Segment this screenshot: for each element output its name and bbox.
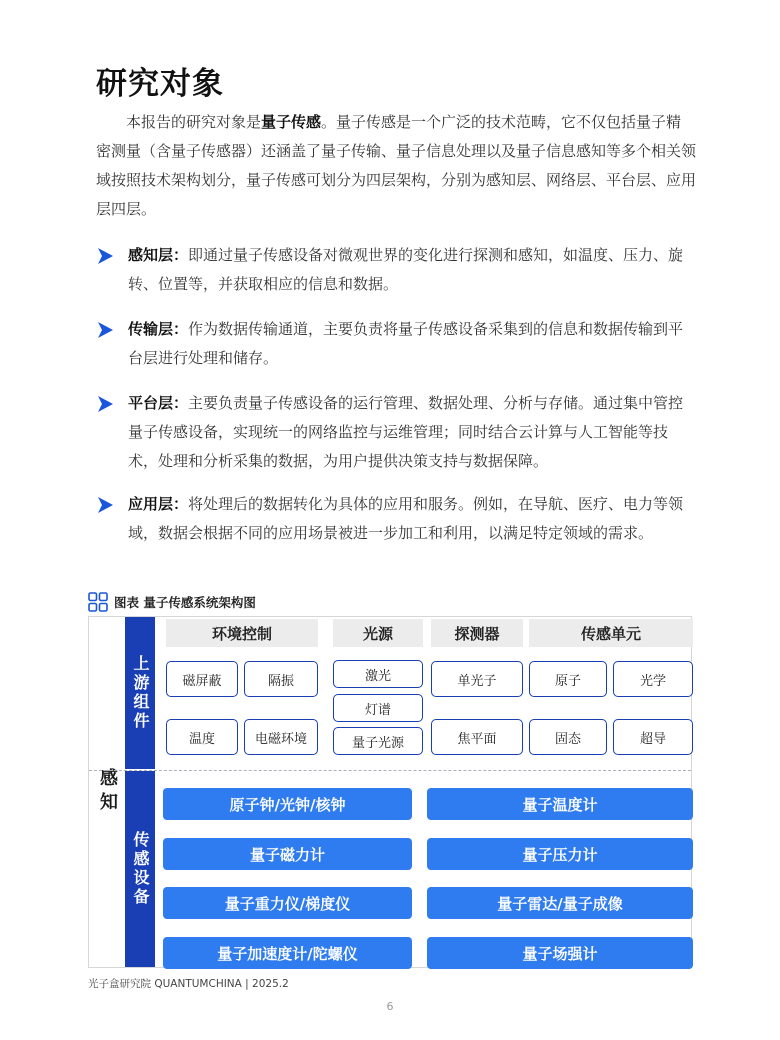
component-box: 单光子 bbox=[431, 661, 523, 697]
component-box: 原子 bbox=[529, 661, 607, 697]
bullet-transmission-layer bbox=[96, 315, 696, 373]
devices-band bbox=[125, 771, 155, 967]
chevron-arrow-icon bbox=[96, 395, 114, 413]
component-box: 量子光源 bbox=[333, 727, 423, 755]
intro-text: 本报告的研究对象是 bbox=[126, 113, 262, 131]
component-box: 温度 bbox=[166, 719, 238, 755]
device-bar: 量子场强计 bbox=[427, 937, 693, 969]
component-box: 灯谱 bbox=[333, 694, 423, 722]
bullet-platform-layer bbox=[96, 389, 696, 476]
bullet-application-layer bbox=[96, 490, 696, 548]
component-box: 隔振 bbox=[244, 661, 318, 697]
component-box: 焦平面 bbox=[431, 719, 523, 755]
intro-text-rest: 。量子传感是一个广泛的技术范畴，它不仅包括量子精密测量（含量子传感器）还涵盖了量子传输、量子信息处理以及量子信息感知等多个相关领域按照技术架构划分，量子传感可划分为四层架构，分别为感知层、网络层、平台层、应用层四层。 bbox=[96, 113, 697, 218]
upstream-label: 上游组件 bbox=[131, 655, 150, 731]
bullet-text: 主要负责量子传感设备的运行管理、数据处理、分析与存储。通过集中管控量子传感设备，实现统一的网络监控与运维管理；同时结合云计算与人工智能等技术，处理和分析采集的数据，为用户提供决策支持与数据保障。 bbox=[128, 394, 684, 470]
layer-label bbox=[89, 617, 125, 967]
chevron-arrow-icon bbox=[96, 247, 114, 265]
component-box: 电磁环境 bbox=[244, 719, 318, 755]
column-header: 传感单元 bbox=[529, 619, 693, 647]
component-box: 磁屏蔽 bbox=[166, 661, 238, 697]
bullet-text: 作为数据传输通道，主要负责将量子传感设备采集到的信息和数据传输到平台层进行处理和储存。 bbox=[128, 320, 684, 367]
device-bar: 量子雷达/量子成像 bbox=[427, 887, 693, 919]
chevron-arrow-icon bbox=[96, 321, 114, 339]
layer-divider bbox=[89, 770, 691, 771]
figure-caption bbox=[88, 591, 256, 613]
device-bar: 量子压力计 bbox=[427, 838, 693, 870]
intro-highlight: 量子传感 bbox=[261, 113, 322, 131]
layer-label-text: 感知 bbox=[97, 768, 118, 816]
device-bar: 量子磁力计 bbox=[163, 838, 412, 870]
bullet-term: 传输层： bbox=[128, 320, 189, 338]
component-box: 光学 bbox=[613, 661, 693, 697]
upstream-band bbox=[125, 617, 155, 769]
section-title: 研究对象 bbox=[96, 66, 224, 102]
column-header: 探测器 bbox=[431, 619, 523, 647]
figure-source: 光子盒研究院 QUANTUMCHINA | 2025.2 bbox=[88, 978, 289, 990]
component-box: 激光 bbox=[333, 660, 423, 688]
device-bar: 量子加速度计/陀螺仪 bbox=[163, 937, 412, 969]
devices-label: 传感设备 bbox=[131, 831, 150, 907]
figure-caption-text: 图表 量子传感系统架构图 bbox=[114, 595, 256, 610]
bullet-term: 应用层： bbox=[128, 495, 189, 513]
intro-paragraph bbox=[96, 108, 696, 224]
chevron-arrow-icon bbox=[96, 496, 114, 514]
column-header: 光源 bbox=[333, 619, 423, 647]
component-box: 超导 bbox=[613, 719, 693, 755]
page-number: 6 bbox=[386, 1000, 394, 1013]
device-bar: 量子重力仪/梯度仪 bbox=[163, 887, 412, 919]
column-header: 环境控制 bbox=[166, 619, 318, 647]
component-box: 固态 bbox=[529, 719, 607, 755]
device-bar: 原子钟/光钟/核钟 bbox=[163, 788, 412, 820]
grid-squares-icon bbox=[88, 592, 108, 612]
device-bar: 量子温度计 bbox=[427, 788, 693, 820]
bullet-term: 感知层： bbox=[128, 246, 189, 264]
bullet-text: 将处理后的数据转化为具体的应用和服务。例如，在导航、医疗、电力等领域，数据会根据不同的应用场景被进一步加工和利用，以满足特定领域的需求。 bbox=[128, 495, 684, 542]
bullet-sensing-layer bbox=[96, 241, 696, 299]
architecture-diagram bbox=[88, 616, 692, 968]
bullet-term: 平台层： bbox=[128, 394, 189, 412]
bullet-text: 即通过量子传感设备对微观世界的变化进行探测和感知，如温度、压力、旋转、位置等，并获取相应的信息和数据。 bbox=[128, 246, 684, 293]
